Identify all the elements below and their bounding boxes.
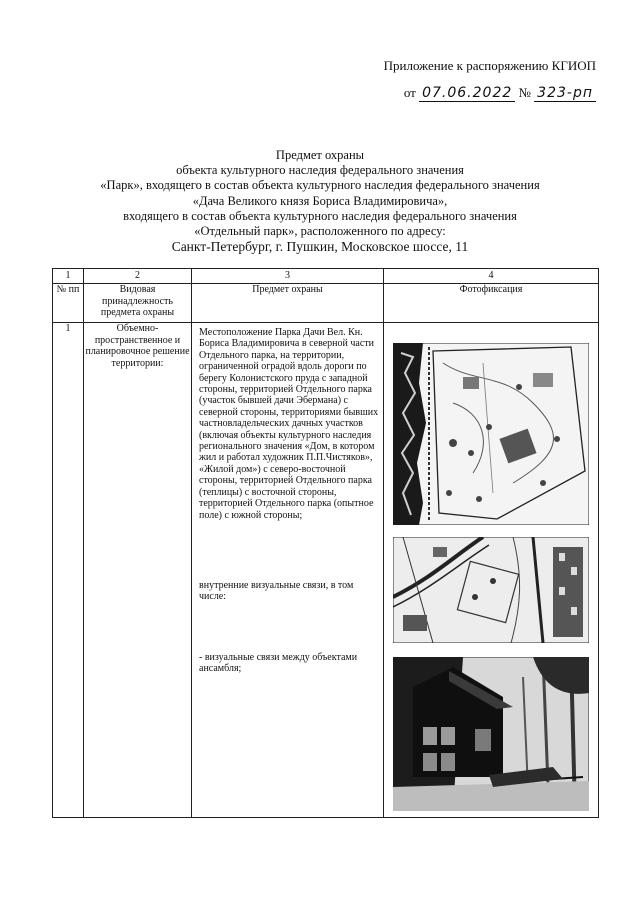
column-number: 3 [192, 269, 384, 284]
column-number: 1 [53, 269, 84, 284]
ensemble-links-description: - визуальные связи между объектами ансамбля; [199, 652, 358, 675]
map-fragment-photo [393, 537, 589, 643]
protection-subject-table [52, 268, 599, 818]
title-line-5: входящего в состав объекта культурного наследия федерального значения [123, 208, 517, 223]
header-type: Видовая принадлежность предмета охраны [84, 284, 192, 323]
column-number-row [53, 269, 599, 284]
title-address: Санкт-Петербург, г. Пушкин, Московское шоссе, 11 [171, 239, 469, 255]
visual-links-description: внутренние визуальные связи, в том числе: [199, 580, 354, 603]
document-title [60, 148, 580, 254]
table-row [53, 323, 599, 818]
column-number: 4 [384, 269, 599, 284]
row-description [192, 323, 384, 818]
row-number: 1 [53, 323, 84, 818]
appendix-title: Приложение к распоряжению КГИОП [383, 58, 596, 73]
title-line-1: Предмет охраны [275, 148, 365, 162]
header-num: № пп [53, 284, 84, 323]
order-date: 07.06.2022 [419, 85, 515, 102]
location-description: Местоположение Парка Дачи Вел. Кн. Бориса Владимировича в северной части Отдельного парка, на территории, ограниченной оградой вдоль дороги по берегу Колонистского пруда с западной стороны, территорией Отдельного парка (участок бывшей дачи Эбермана) с северной стороны, территориями бывших частновладельческих дачных участков (включая объекты культурного наследия регионального значения «Дом, в котором жил и работал художник П.П.Чистяков», «Жилой дом») с северо-восточной стороны, территорией Отдельного парка (теплицы) с восточной стороны, территорией Отдельного парка (опытное поле) с южной стороны; [199, 327, 379, 521]
number-prefix: № [518, 85, 531, 100]
title-line-2: объекта культурного наследия федерального значения [176, 163, 464, 178]
title-line-3: «Парк», входящего в состав объекта культурного наследия федерального значения [100, 178, 540, 193]
row-type: Объемно-пространственное и планировочное решение территории: [84, 323, 192, 818]
column-number: 2 [84, 269, 192, 284]
header-subject: Предмет охраны [192, 284, 384, 323]
appendix-header [326, 58, 596, 102]
order-reference [326, 84, 596, 102]
header-row [53, 284, 599, 323]
row-photos [384, 323, 599, 818]
building-photo [393, 657, 589, 811]
park-plan-photo [393, 343, 589, 525]
date-prefix: от [403, 85, 416, 100]
header-photo: Фотофиксация [384, 284, 599, 323]
order-number: 323-рп [534, 85, 596, 102]
title-line-6: «Отдельный парк», расположенного по адресу: [194, 224, 446, 239]
title-line-4: «Дача Великого князя Бориса Владимировича», [192, 193, 448, 208]
